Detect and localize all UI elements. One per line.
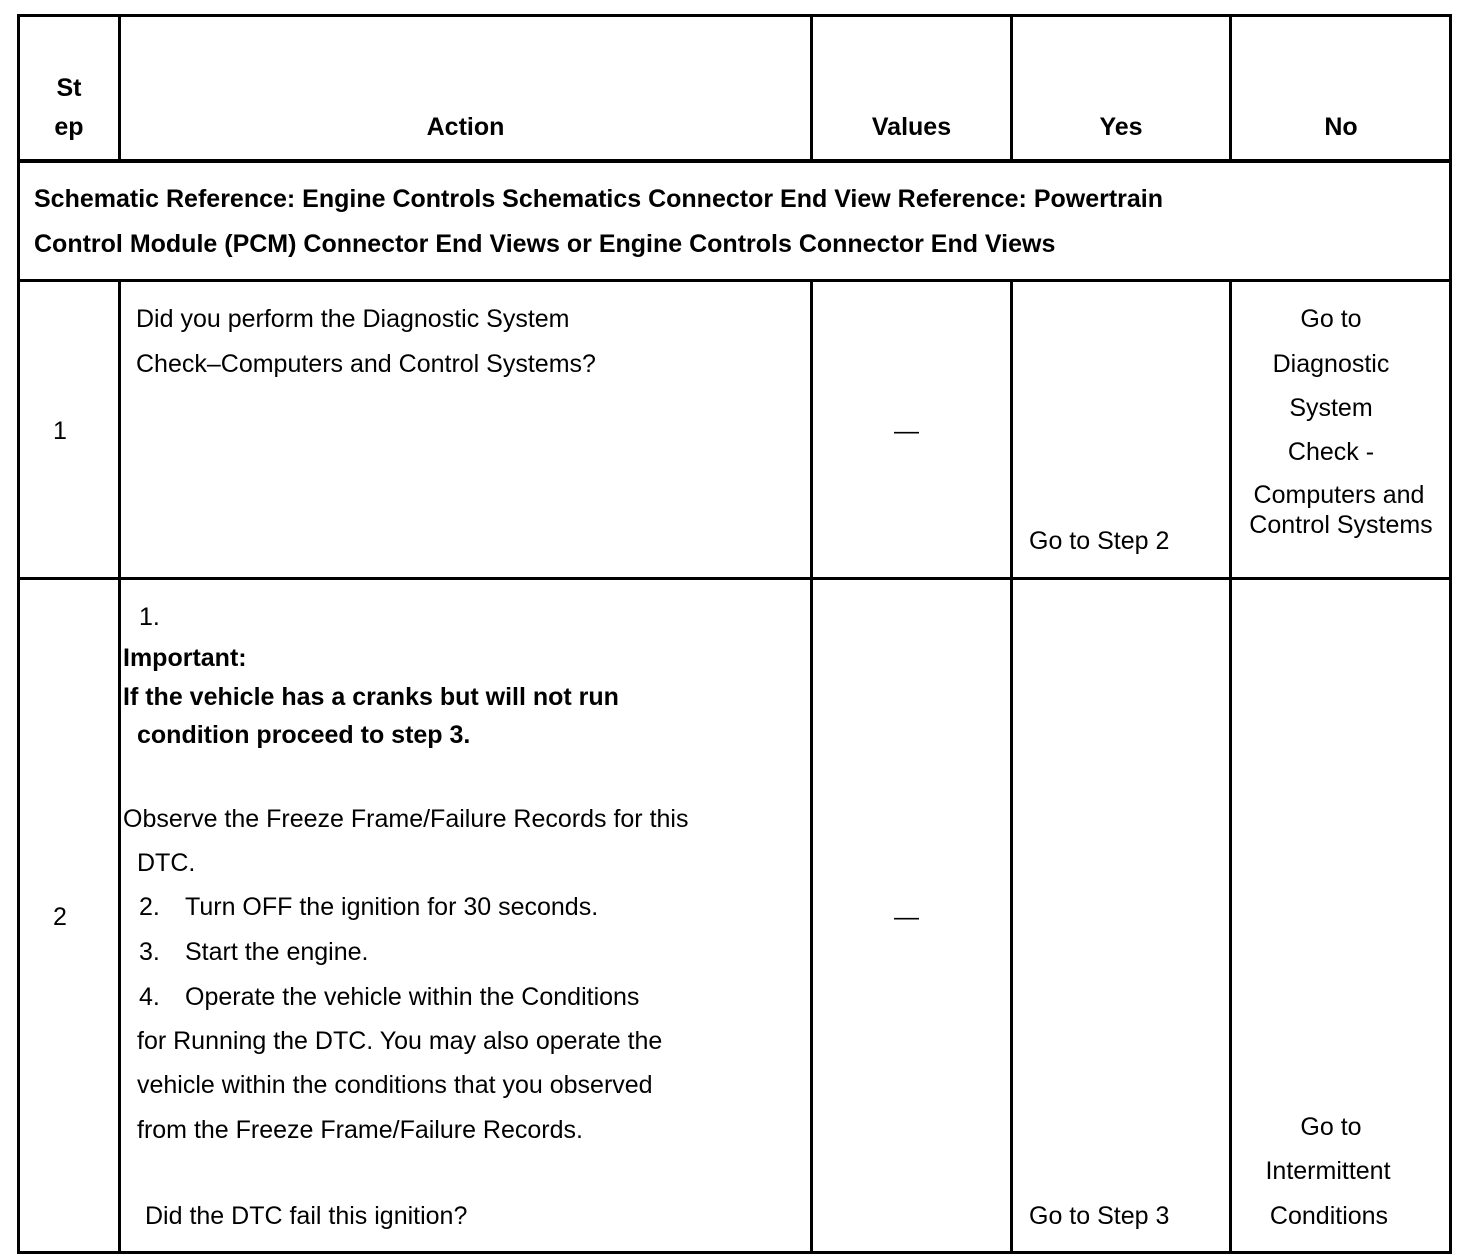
row2-no-line: Conditions bbox=[1269, 1202, 1389, 1230]
row2-item3-number: 3. bbox=[139, 938, 160, 966]
row2-question: Did the DTC fail this ignition? bbox=[145, 1202, 468, 1230]
row1-step: 1 bbox=[53, 417, 67, 445]
row1-value: — bbox=[894, 417, 919, 445]
row2-observe-line: DTC. bbox=[137, 849, 196, 877]
header-divider bbox=[17, 159, 1452, 163]
reference-line-1: Schematic Reference: Engine Controls Schematics Connector End View Reference: Powertrain bbox=[34, 185, 1164, 213]
header-values: Values bbox=[871, 113, 952, 141]
column-divider bbox=[118, 280, 121, 1254]
row2-item4-text: vehicle within the conditions that you observed bbox=[137, 1071, 653, 1099]
row2-observe-line: Observe the Freeze Frame/Failure Records for this bbox=[123, 805, 689, 833]
row1-no-line: Check - bbox=[1287, 438, 1375, 466]
row1-yes: Go to Step 2 bbox=[1029, 527, 1170, 555]
row1-no-line: Computers and bbox=[1253, 481, 1425, 509]
row2-item2-number: 2. bbox=[139, 893, 160, 921]
row2-yes: Go to Step 3 bbox=[1029, 1202, 1170, 1230]
header-action: Action bbox=[426, 113, 505, 141]
row2-important-line: condition proceed to step 3. bbox=[137, 721, 471, 749]
row2-no-line: Intermittent bbox=[1265, 1157, 1391, 1185]
row2-item2-text: Turn OFF the ignition for 30 seconds. bbox=[185, 893, 599, 921]
row1-divider bbox=[17, 577, 1452, 580]
row1-no-line: Control Systems bbox=[1249, 511, 1433, 539]
row2-step: 2 bbox=[53, 903, 67, 931]
row1-action-line: Check–Computers and Control Systems? bbox=[136, 350, 596, 378]
row2-item3-text: Start the engine. bbox=[185, 938, 369, 966]
row2-value: — bbox=[894, 903, 919, 931]
row1-no-line: Diagnostic bbox=[1272, 350, 1390, 378]
row1-no-line: System bbox=[1289, 394, 1373, 422]
row1-no-line: Go to bbox=[1300, 305, 1362, 333]
header-step-line2: ep bbox=[54, 113, 84, 141]
row2-item4-text: Operate the vehicle within the Conditions bbox=[185, 983, 640, 1011]
column-divider bbox=[1010, 280, 1013, 1254]
header-yes: Yes bbox=[1099, 113, 1143, 141]
header-no: No bbox=[1324, 113, 1358, 141]
row2-important-line: If the vehicle has a cranks but will not run bbox=[123, 683, 619, 711]
row2-item1-number: 1. bbox=[139, 603, 160, 631]
row1-action-line: Did you perform the Diagnostic System bbox=[136, 305, 570, 333]
row2-item4-number: 4. bbox=[139, 983, 160, 1011]
row2-item4-text: from the Freeze Frame/Failure Records. bbox=[137, 1116, 583, 1144]
reference-line-2: Control Module (PCM) Connector End Views or Engine Controls Connector End Views bbox=[34, 230, 1056, 258]
row2-no-line: Go to bbox=[1300, 1113, 1362, 1141]
reference-divider bbox=[17, 279, 1452, 282]
header-step-line1: St bbox=[56, 74, 82, 102]
row2-item4-text: for Running the DTC. You may also operate the bbox=[137, 1027, 663, 1055]
row2-important-label: Important: bbox=[123, 644, 247, 672]
